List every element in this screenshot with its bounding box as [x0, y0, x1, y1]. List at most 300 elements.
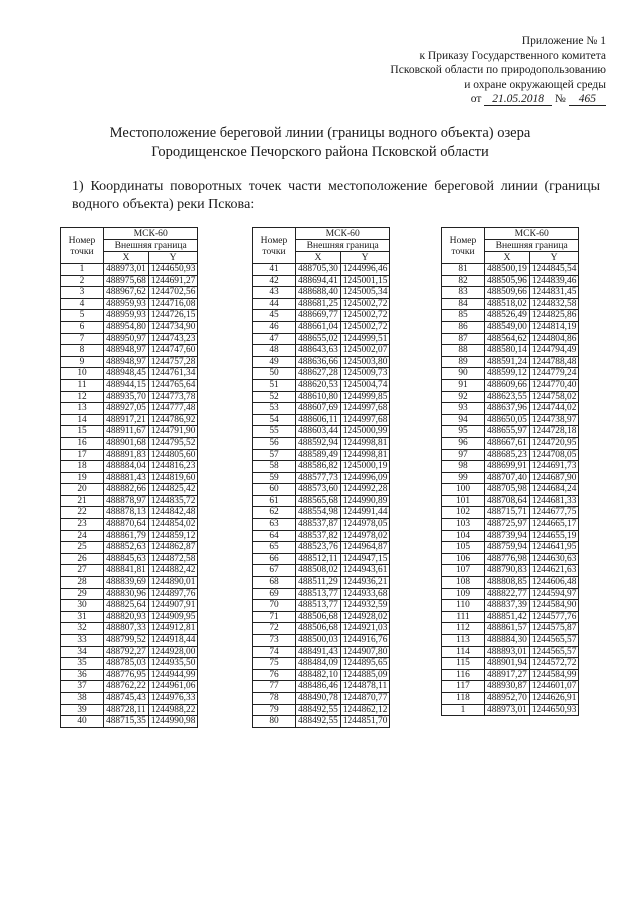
- table-row: [253, 577, 390, 589]
- x-coordinate: 488518,02: [485, 298, 530, 310]
- table-row: [61, 507, 198, 519]
- y-coordinate: 1244650,93: [148, 264, 198, 276]
- table-row: [253, 287, 390, 299]
- coordinates-table-3: [441, 227, 579, 716]
- point-number: 64: [253, 530, 296, 542]
- x-coordinate: 488580,14: [485, 345, 530, 357]
- x-coordinate: 488603,44: [296, 426, 341, 438]
- table-row: [442, 333, 579, 345]
- table-row: [442, 298, 579, 310]
- point-number: 69: [253, 588, 296, 600]
- point-number: 76: [253, 669, 296, 681]
- y-coordinate: 1244606,48: [529, 577, 579, 589]
- y-coordinate: 1244716,08: [148, 298, 198, 310]
- point-number: 112: [442, 623, 485, 635]
- table-row: [253, 264, 390, 276]
- y-coordinate: 1244976,33: [148, 692, 198, 704]
- x-coordinate: 488694,41: [296, 275, 341, 287]
- point-number: 60: [253, 484, 296, 496]
- y-coordinate: 1244794,49: [529, 345, 579, 357]
- y-coordinate: 1245002,07: [340, 345, 390, 357]
- x-coordinate: 488592,94: [296, 437, 341, 449]
- x-coordinate: 488901,94: [485, 658, 530, 670]
- y-coordinate: 1244601,07: [529, 681, 579, 693]
- point-number: 78: [253, 692, 296, 704]
- y-coordinate: 1245002,72: [340, 298, 390, 310]
- x-coordinate: 488911,67: [104, 426, 149, 438]
- header-system: МСК-60: [104, 228, 198, 240]
- point-number: 87: [442, 333, 485, 345]
- x-coordinate: 488512,11: [296, 553, 341, 565]
- table-row: [61, 565, 198, 577]
- x-coordinate: 488954,80: [104, 321, 149, 333]
- y-coordinate: 1244708,05: [529, 449, 579, 461]
- point-number: 24: [61, 530, 104, 542]
- x-coordinate: 488785,03: [104, 658, 149, 670]
- x-coordinate: 488526,49: [485, 310, 530, 322]
- table-row: [442, 356, 579, 368]
- y-coordinate: 1244885,09: [340, 669, 390, 681]
- table-row: [61, 553, 198, 565]
- table-row: [61, 646, 198, 658]
- table-row: [442, 553, 579, 565]
- table-row: [61, 623, 198, 635]
- table-row: [253, 716, 390, 728]
- x-coordinate: 488917,27: [485, 669, 530, 681]
- table-row: [442, 646, 579, 658]
- table-row: [442, 519, 579, 531]
- x-coordinate: 488792,27: [104, 646, 149, 658]
- point-number: 12: [61, 391, 104, 403]
- table-row: [253, 437, 390, 449]
- table-row: [442, 368, 579, 380]
- point-number: 107: [442, 565, 485, 577]
- table-row: [61, 600, 198, 612]
- y-coordinate: 1244921,03: [340, 623, 390, 635]
- y-coordinate: 1244738,97: [529, 414, 579, 426]
- table-row: [442, 611, 579, 623]
- point-number: 10: [61, 368, 104, 380]
- section-heading: 1) Координаты поворотных точек части местоположение береговой линии (границы водного объекта) реки Псковa:: [72, 179, 600, 212]
- header-x: X: [104, 252, 149, 264]
- table-row: [442, 565, 579, 577]
- point-number: 72: [253, 623, 296, 635]
- y-coordinate: 1244777,48: [148, 403, 198, 415]
- x-coordinate: 488573,60: [296, 484, 341, 496]
- table-row: [61, 449, 198, 461]
- y-coordinate: 1244990,98: [148, 716, 198, 728]
- table-row: [442, 681, 579, 693]
- point-number: 35: [61, 658, 104, 670]
- table-header-row: [442, 228, 579, 240]
- point-number: 62: [253, 507, 296, 519]
- x-coordinate: 488967,62: [104, 287, 149, 299]
- y-coordinate: 1244928,02: [340, 611, 390, 623]
- y-coordinate: 1244684,24: [529, 484, 579, 496]
- table-row: [61, 542, 198, 554]
- table-row: [61, 658, 198, 670]
- point-number: 23: [61, 519, 104, 531]
- date-prefix: от: [470, 93, 482, 105]
- y-coordinate: 1244882,42: [148, 565, 198, 577]
- point-number: 74: [253, 646, 296, 658]
- x-coordinate: 488699,91: [485, 461, 530, 473]
- table-row: [253, 495, 390, 507]
- point-number: 83: [442, 287, 485, 299]
- appendix-date-line: [306, 92, 606, 107]
- y-coordinate: 1244928,00: [148, 646, 198, 658]
- y-coordinate: 1244804,86: [529, 333, 579, 345]
- appendix-committee-line: Псковской области по природопользованию: [390, 64, 606, 76]
- x-coordinate: 488482,10: [296, 669, 341, 681]
- x-coordinate: 488589,49: [296, 449, 341, 461]
- y-coordinate: 1244961,06: [148, 681, 198, 693]
- table-row: [442, 623, 579, 635]
- table-row: [253, 461, 390, 473]
- point-number: 31: [61, 611, 104, 623]
- x-coordinate: 488839,69: [104, 577, 149, 589]
- point-number: 20: [61, 484, 104, 496]
- x-coordinate: 488491,43: [296, 646, 341, 658]
- point-number: 79: [253, 704, 296, 716]
- x-coordinate: 488650,05: [485, 414, 530, 426]
- table-row: [61, 669, 198, 681]
- point-number: 21: [61, 495, 104, 507]
- header-point-number: Номер точки: [253, 228, 296, 264]
- y-coordinate: 1244839,46: [529, 275, 579, 287]
- y-coordinate: 1244988,22: [148, 704, 198, 716]
- y-coordinate: 1244999,51: [340, 333, 390, 345]
- table-row: [442, 658, 579, 670]
- point-number: 77: [253, 681, 296, 693]
- header-point-number: Номер точки: [61, 228, 104, 264]
- x-coordinate: 488725,97: [485, 519, 530, 531]
- header-point-number: Номер точки: [442, 228, 485, 264]
- y-coordinate: 1244998,81: [340, 437, 390, 449]
- point-number: 16: [61, 437, 104, 449]
- x-coordinate: 488822,77: [485, 588, 530, 600]
- y-coordinate: 1245003,80: [340, 356, 390, 368]
- y-coordinate: 1244761,34: [148, 368, 198, 380]
- point-number: 7: [61, 333, 104, 345]
- point-number: 67: [253, 565, 296, 577]
- point-number: 49: [253, 356, 296, 368]
- table-row: [442, 403, 579, 415]
- coordinates-table-2: [252, 227, 390, 728]
- x-coordinate: 488901,68: [104, 437, 149, 449]
- point-number: 27: [61, 565, 104, 577]
- table-row: [442, 495, 579, 507]
- x-coordinate: 488930,87: [485, 681, 530, 693]
- x-coordinate: 488820,93: [104, 611, 149, 623]
- y-coordinate: 1245009,73: [340, 368, 390, 380]
- table-row: [253, 426, 390, 438]
- point-number: 81: [442, 264, 485, 276]
- y-coordinate: 1244691,73: [529, 461, 579, 473]
- point-number: 109: [442, 588, 485, 600]
- x-coordinate: 488837,39: [485, 600, 530, 612]
- y-coordinate: 1244933,68: [340, 588, 390, 600]
- table-row: [61, 275, 198, 287]
- point-number: 102: [442, 507, 485, 519]
- table-row: [61, 635, 198, 647]
- point-number: 43: [253, 287, 296, 299]
- x-coordinate: 488973,01: [485, 704, 530, 716]
- y-coordinate: 1244773,78: [148, 391, 198, 403]
- x-coordinate: 488745,43: [104, 692, 149, 704]
- y-coordinate: 1244630,63: [529, 553, 579, 565]
- x-coordinate: 488927,05: [104, 403, 149, 415]
- y-coordinate: 1244786,92: [148, 414, 198, 426]
- x-coordinate: 488728,11: [104, 704, 149, 716]
- point-number: 28: [61, 577, 104, 589]
- x-coordinate: 488948,97: [104, 345, 149, 357]
- x-coordinate: 488708,64: [485, 495, 530, 507]
- table-row: [253, 275, 390, 287]
- x-coordinate: 488537,87: [296, 519, 341, 531]
- table-row: [442, 484, 579, 496]
- point-number: 110: [442, 600, 485, 612]
- table-header-row: [61, 228, 198, 240]
- x-coordinate: 488808,85: [485, 577, 530, 589]
- y-coordinate: 1244779,24: [529, 368, 579, 380]
- y-coordinate: 1244572,72: [529, 658, 579, 670]
- x-coordinate: 488620,53: [296, 379, 341, 391]
- y-coordinate: 1244878,11: [340, 681, 390, 693]
- y-coordinate: 1244870,77: [340, 692, 390, 704]
- table-row: [253, 542, 390, 554]
- table-row: [253, 669, 390, 681]
- x-coordinate: 488586,82: [296, 461, 341, 473]
- point-number: 61: [253, 495, 296, 507]
- table-row: [442, 264, 579, 276]
- y-coordinate: 1245000,19: [340, 461, 390, 473]
- table-row: [61, 461, 198, 473]
- table-row: [61, 333, 198, 345]
- x-coordinate: 488643,63: [296, 345, 341, 357]
- table-row: [253, 623, 390, 635]
- point-number: 70: [253, 600, 296, 612]
- table-row: [61, 495, 198, 507]
- x-coordinate: 488944,15: [104, 379, 149, 391]
- table-row: [253, 403, 390, 415]
- x-coordinate: 488506,68: [296, 623, 341, 635]
- x-coordinate: 488948,97: [104, 356, 149, 368]
- y-coordinate: 1244641,95: [529, 542, 579, 554]
- y-coordinate: 1244936,21: [340, 577, 390, 589]
- x-coordinate: 488975,68: [104, 275, 149, 287]
- x-coordinate: 488486,46: [296, 681, 341, 693]
- y-coordinate: 1244918,44: [148, 635, 198, 647]
- x-coordinate: 488627,28: [296, 368, 341, 380]
- y-coordinate: 1244702,56: [148, 287, 198, 299]
- table-row: [442, 287, 579, 299]
- y-coordinate: 1244996,09: [340, 472, 390, 484]
- point-number: 29: [61, 588, 104, 600]
- table-row: [253, 658, 390, 670]
- x-coordinate: 488878,13: [104, 507, 149, 519]
- table-row: [61, 426, 198, 438]
- point-number: 108: [442, 577, 485, 589]
- point-number: 99: [442, 472, 485, 484]
- point-number: 115: [442, 658, 485, 670]
- point-number: 68: [253, 577, 296, 589]
- y-coordinate: 1244665,17: [529, 519, 579, 531]
- y-coordinate: 1244916,76: [340, 635, 390, 647]
- x-coordinate: 488841,81: [104, 565, 149, 577]
- y-coordinate: 1244575,87: [529, 623, 579, 635]
- table-row: [253, 588, 390, 600]
- point-number: 117: [442, 681, 485, 693]
- y-coordinate: 1244726,15: [148, 310, 198, 322]
- point-number: 93: [442, 403, 485, 415]
- point-number: 15: [61, 426, 104, 438]
- x-coordinate: 488506,68: [296, 611, 341, 623]
- order-date: 21.05.2018: [484, 93, 552, 106]
- point-number: 95: [442, 426, 485, 438]
- point-number: 56: [253, 437, 296, 449]
- table-row: [253, 704, 390, 716]
- y-coordinate: 1244577,76: [529, 611, 579, 623]
- point-number: 65: [253, 542, 296, 554]
- header-system: МСК-60: [296, 228, 390, 240]
- x-coordinate: 488884,04: [104, 461, 149, 473]
- table-row: [61, 716, 198, 728]
- table-row: [442, 321, 579, 333]
- y-coordinate: 1245004,74: [340, 379, 390, 391]
- table-row: [442, 635, 579, 647]
- point-number: 116: [442, 669, 485, 681]
- point-number: 92: [442, 391, 485, 403]
- table-row: [61, 484, 198, 496]
- y-coordinate: 1244757,28: [148, 356, 198, 368]
- table-row: [442, 530, 579, 542]
- table-row: [61, 310, 198, 322]
- document-title: [0, 124, 640, 162]
- y-coordinate: 1244978,05: [340, 519, 390, 531]
- x-coordinate: 488776,98: [485, 553, 530, 565]
- x-coordinate: 488565,68: [296, 495, 341, 507]
- header-system: МСК-60: [485, 228, 579, 240]
- x-coordinate: 488950,97: [104, 333, 149, 345]
- table-row: [442, 437, 579, 449]
- y-coordinate: 1244890,01: [148, 577, 198, 589]
- y-coordinate: 1244999,85: [340, 391, 390, 403]
- table-row: [253, 484, 390, 496]
- point-number: 52: [253, 391, 296, 403]
- y-coordinate: 1244728,18: [529, 426, 579, 438]
- coordinates-table-1: [60, 227, 198, 728]
- header-x: X: [485, 252, 530, 264]
- table-row: [61, 692, 198, 704]
- point-number: 5: [61, 310, 104, 322]
- header-y: Y: [148, 252, 198, 264]
- x-coordinate: 488882,66: [104, 484, 149, 496]
- table-row: [253, 611, 390, 623]
- x-coordinate: 488554,98: [296, 507, 341, 519]
- y-coordinate: 1244825,42: [148, 484, 198, 496]
- title-line-2: Городищенское Печорского района Псковской области: [151, 144, 489, 160]
- y-coordinate: 1244816,23: [148, 461, 198, 473]
- x-coordinate: 488511,29: [296, 577, 341, 589]
- table-row: [442, 692, 579, 704]
- y-coordinate: 1244932,59: [340, 600, 390, 612]
- x-coordinate: 488655,97: [485, 426, 530, 438]
- point-number: 101: [442, 495, 485, 507]
- x-coordinate: 488884,30: [485, 635, 530, 647]
- x-coordinate: 488715,35: [104, 716, 149, 728]
- x-coordinate: 488490,78: [296, 692, 341, 704]
- table-row: [61, 437, 198, 449]
- y-coordinate: 1245001,15: [340, 275, 390, 287]
- point-number: 104: [442, 530, 485, 542]
- table-row: [442, 588, 579, 600]
- point-number: 42: [253, 275, 296, 287]
- point-number: 55: [253, 426, 296, 438]
- x-coordinate: 488762,22: [104, 681, 149, 693]
- appendix-header: [306, 34, 606, 107]
- point-number: 46: [253, 321, 296, 333]
- table-row: [442, 542, 579, 554]
- point-number: 54: [253, 414, 296, 426]
- x-coordinate: 488851,42: [485, 611, 530, 623]
- x-coordinate: 488523,76: [296, 542, 341, 554]
- point-number: 94: [442, 414, 485, 426]
- point-number: 89: [442, 356, 485, 368]
- x-coordinate: 488655,02: [296, 333, 341, 345]
- x-coordinate: 488549,00: [485, 321, 530, 333]
- y-coordinate: 1244935,50: [148, 658, 198, 670]
- point-number: 45: [253, 310, 296, 322]
- point-number: 105: [442, 542, 485, 554]
- table-row: [442, 379, 579, 391]
- y-coordinate: 1244854,02: [148, 519, 198, 531]
- table-row: [61, 287, 198, 299]
- point-number: 25: [61, 542, 104, 554]
- x-coordinate: 488667,61: [485, 437, 530, 449]
- table-row: [442, 414, 579, 426]
- table-row: [253, 368, 390, 380]
- point-number: 3: [61, 287, 104, 299]
- y-coordinate: 1244770,40: [529, 379, 579, 391]
- x-coordinate: 488799,52: [104, 635, 149, 647]
- table-row: [61, 368, 198, 380]
- x-coordinate: 488845,63: [104, 553, 149, 565]
- x-coordinate: 488790,83: [485, 565, 530, 577]
- point-number: 58: [253, 461, 296, 473]
- y-coordinate: 1245002,72: [340, 321, 390, 333]
- point-number: 50: [253, 368, 296, 380]
- x-coordinate: 488669,77: [296, 310, 341, 322]
- table-row: [253, 507, 390, 519]
- point-number: 73: [253, 635, 296, 647]
- y-coordinate: 1244795,52: [148, 437, 198, 449]
- table-row: [442, 577, 579, 589]
- point-number: 18: [61, 461, 104, 473]
- x-coordinate: 488688,40: [296, 287, 341, 299]
- appendix-environment-line: и охране окружающей среды: [464, 78, 606, 91]
- y-coordinate: 1244997,68: [340, 403, 390, 415]
- table-row: [61, 519, 198, 531]
- header-boundary: Внешняя граница: [485, 240, 579, 252]
- x-coordinate: 488609,66: [485, 379, 530, 391]
- x-coordinate: 488715,71: [485, 507, 530, 519]
- x-coordinate: 488513,77: [296, 600, 341, 612]
- table-row: [61, 704, 198, 716]
- y-coordinate: 1244907,80: [340, 646, 390, 658]
- point-number: 17: [61, 449, 104, 461]
- x-coordinate: 488739,94: [485, 530, 530, 542]
